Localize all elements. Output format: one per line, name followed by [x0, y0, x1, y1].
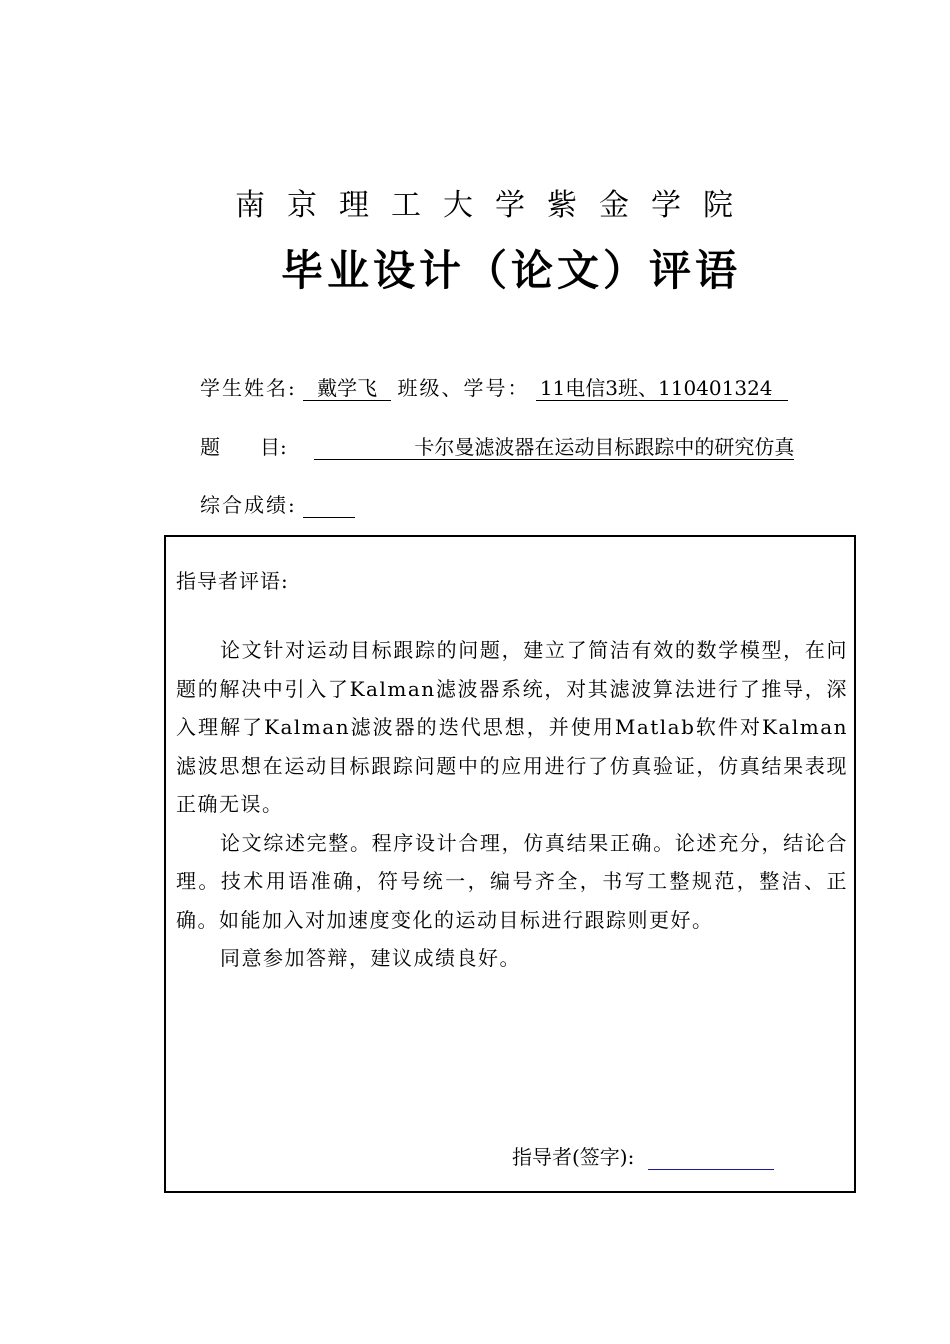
topic-value: 卡尔曼滤波器在运动目标跟踪中的研究仿真	[314, 435, 794, 460]
score-label: 综合成绩:	[200, 493, 297, 517]
class-id-label: 班级、学号：	[397, 376, 530, 400]
document-title: 毕业设计（论文）评语	[280, 246, 741, 295]
review-heading: 指导者评语:	[176, 569, 289, 593]
student-info-row	[200, 374, 788, 402]
score-value	[303, 493, 355, 518]
student-name-label: 学生姓名:	[200, 376, 297, 400]
student-name-value: 戴学飞	[303, 376, 391, 401]
review-box	[164, 535, 856, 1193]
review-paragraph: 论文针对运动目标跟踪的问题，建立了简洁有效的数学模型，在问题的解决中引入了Kalman滤波器系统，对其滤波算法进行了推导，深入理解了Kalman滤波器的迭代思想，并使用Matlab软件对Kalman滤波思想在运动目标跟踪问题中的应用进行了仿真验证，仿真结果表现正确无误。	[176, 638, 848, 816]
college-name: 南京理工大学紫金学院	[235, 188, 755, 223]
signature-line	[648, 1147, 774, 1170]
topic-label: 题 目:	[200, 435, 287, 459]
signature-field	[512, 1141, 774, 1170]
signature-label: 指导者(签字):	[512, 1145, 635, 1169]
review-paragraph: 同意参加答辩，建议成绩良好。	[220, 946, 521, 970]
review-comment	[176, 631, 848, 978]
class-id-value: 11电信3班、110401324	[536, 376, 788, 401]
topic-row	[200, 433, 794, 461]
review-paragraph: 论文综述完整。程序设计合理，仿真结果正确。论述充分，结论合理。技术用语准确，符号统一，编号齐全，书写工整规范，整洁、正确。如能加入对加速度变化的运动目标进行跟踪则更好。	[176, 830, 848, 932]
score-row	[200, 491, 355, 519]
